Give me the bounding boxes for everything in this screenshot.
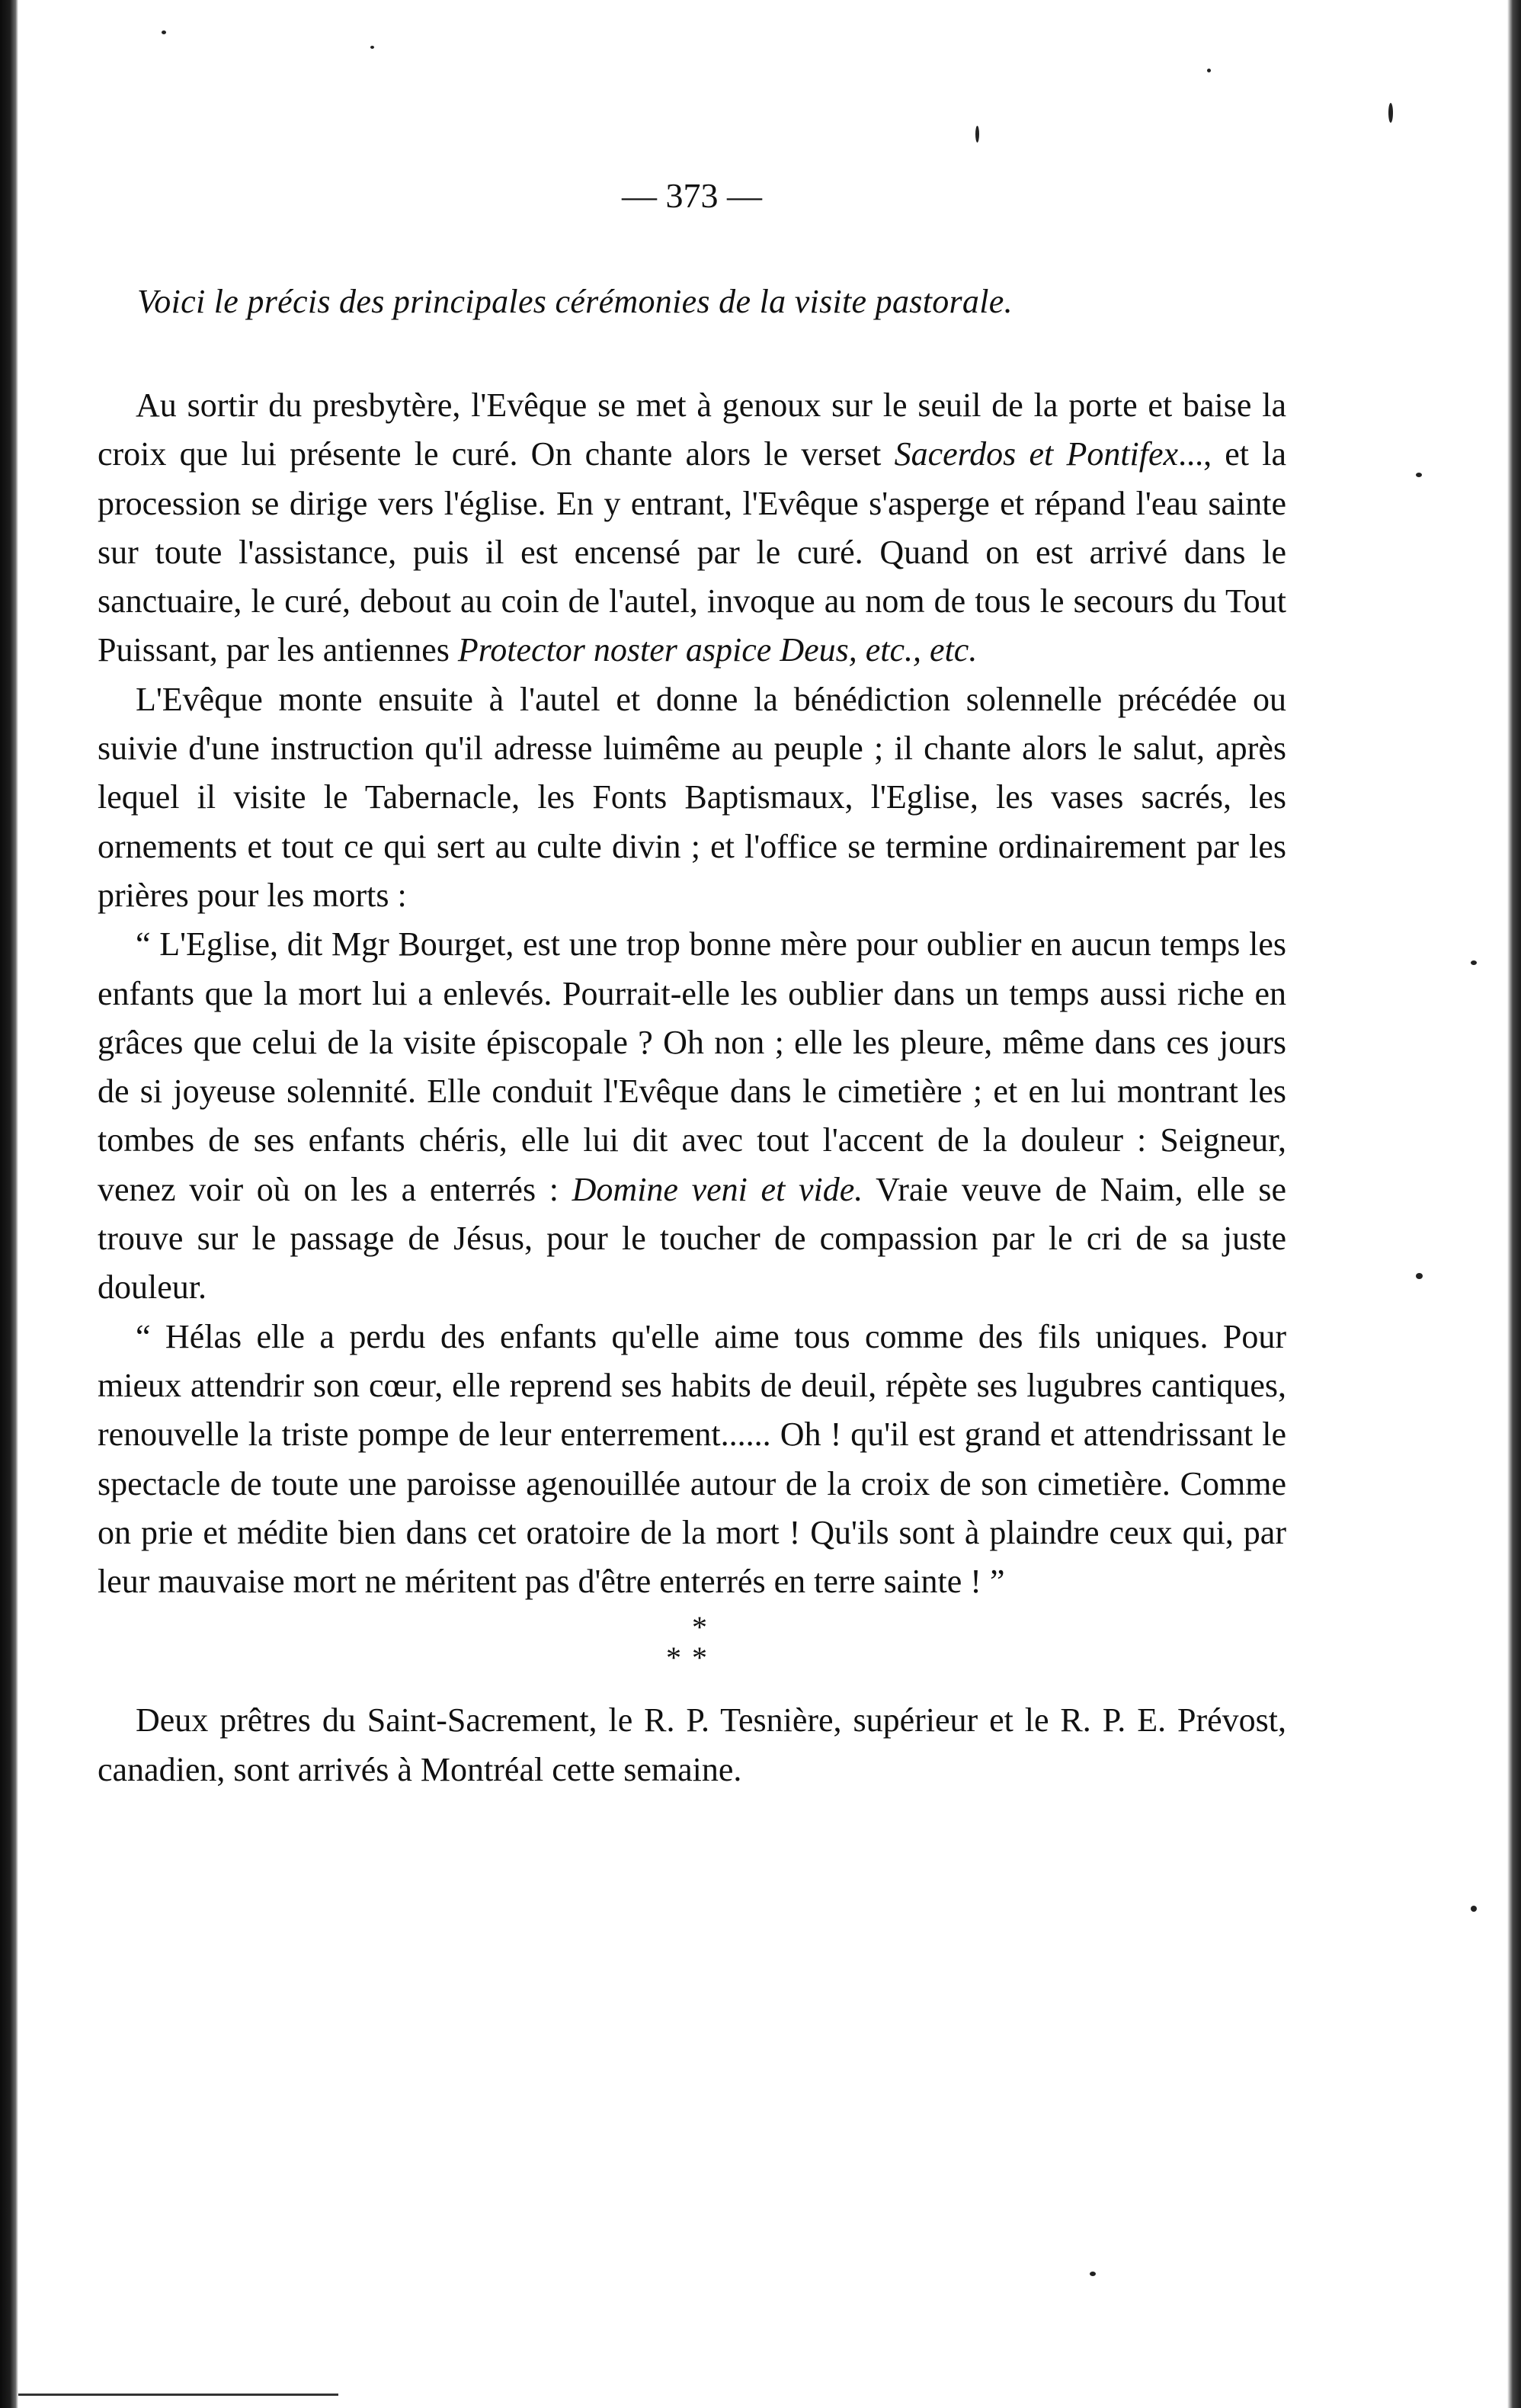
scan-speck [1471, 960, 1477, 965]
scan-speck [1471, 1906, 1477, 1912]
latin-verset: Sacerdos et Pontifex [894, 435, 1179, 473]
asterism-bottom: ** [666, 1640, 718, 1675]
scan-speck [162, 30, 166, 34]
scan-edge-left [0, 0, 18, 2408]
scan-speck [370, 46, 374, 49]
scan-speck [1388, 103, 1393, 123]
scan-bottom-rule [18, 2394, 338, 2396]
paragraph-text: ..., et la procession se dirige vers l'église. En y entrant, l'Evêque s'asperge et répand l'eau sainte sur toute l'assistance, puis il est encensé par le curé. Quand on est arrivé dans le sanctuaire, le curé, debout au coin de l'autel, invoque au nom de tous le secours du Tout Puissant, par les antiennes [98, 435, 1286, 669]
scan-speck [1207, 69, 1211, 72]
latin-antiennes: Protector noster aspice Deus, etc., etc. [457, 631, 978, 669]
body-text [98, 381, 1286, 1794]
paragraph-closing: Deux prêtres du Saint-Sacrement, le R. P. Tesnière, supérieur et le R. P. E. Prévost, canadien, sont arrivés à Montréal cette semaine. [98, 1701, 1286, 1788]
paragraph-quotation-bourget [98, 920, 1286, 1312]
asterism-top: * [692, 1610, 707, 1645]
intro-line: Voici le précis des principales cérémonies de la visite pastorale. [137, 283, 1013, 320]
asterism-separator [98, 1606, 1286, 1696]
scan-edge-right [1507, 0, 1521, 2408]
page-number: — 373 — [622, 176, 762, 215]
paragraph-text: Au sortir du presbytère, l'Evêque se met à genoux sur le seuil de la porte et baise la croix que lui présente le curé. On chante alors le verset [98, 386, 1286, 473]
paragraph-benediction: L'Evêque monte ensuite à l'autel et donne la bénédiction solennelle précédée ou suivie d'une instruction qu'il adresse luimême au peuple ; il chante alors le salut, après lequel il visite le Tabernacle, les Fonts Baptismaux, l'Eglise, les vases sacrés, les ornements et tout ce qui sert au culte divin ; et l'office se termine ordinairement par les prières pour les morts : [98, 680, 1286, 914]
latin-domine: Domine veni et vide. [572, 1170, 863, 1208]
paragraph-procession [98, 381, 1286, 675]
scan-speck [1416, 1273, 1423, 1279]
scan-speck [1090, 2272, 1096, 2276]
paragraph-quotation-helas: “ Hélas elle a perdu des enfants qu'elle aime tous comme des fils uniques. Pour mieux attendrir son cœur, elle reprend ses habits de deuil, répète ses lugubres cantiques, renouvelle la triste pompe de leur enterrement...... Oh ! qu'il est grand et attendrissant le spectacle de toute une paroisse agenouillée autour de la croix de son cimetière. Comme on prie et médite bien dans cet oratoire de la mort ! Qu'ils sont à plaindre ceux qui, par leur mauvaise mort ne méritent pas d'être enterrés en terre sainte ! ” [98, 1317, 1286, 1601]
paragraph-text: Vraie veuve de Naim, elle se trouve sur le passage de Jésus, pour le toucher de compassion par le cri de sa juste douleur. [98, 1170, 1287, 1307]
paragraph-text: “ L'Eglise, dit Mgr Bourget, est une trop bonne mère pour oublier en aucun temps les enfants que la mort lui a enlevés. Pourrait-elle les oublier dans un temps aussi riche en grâces que celui de la visite épiscopale ? Oh non ; elle les pleure, même dans ces jours de si joyeuse solennité. Elle conduit l'Evêque dans le cimetière ; et en lui montrant les tombes de ses enfants chéris, elle lui dit avec tout l'accent de la douleur : Seigneur, venez voir où on les a enterrés : [98, 925, 1286, 1208]
scan-speck [975, 126, 979, 143]
scan-speck [1416, 473, 1422, 477]
